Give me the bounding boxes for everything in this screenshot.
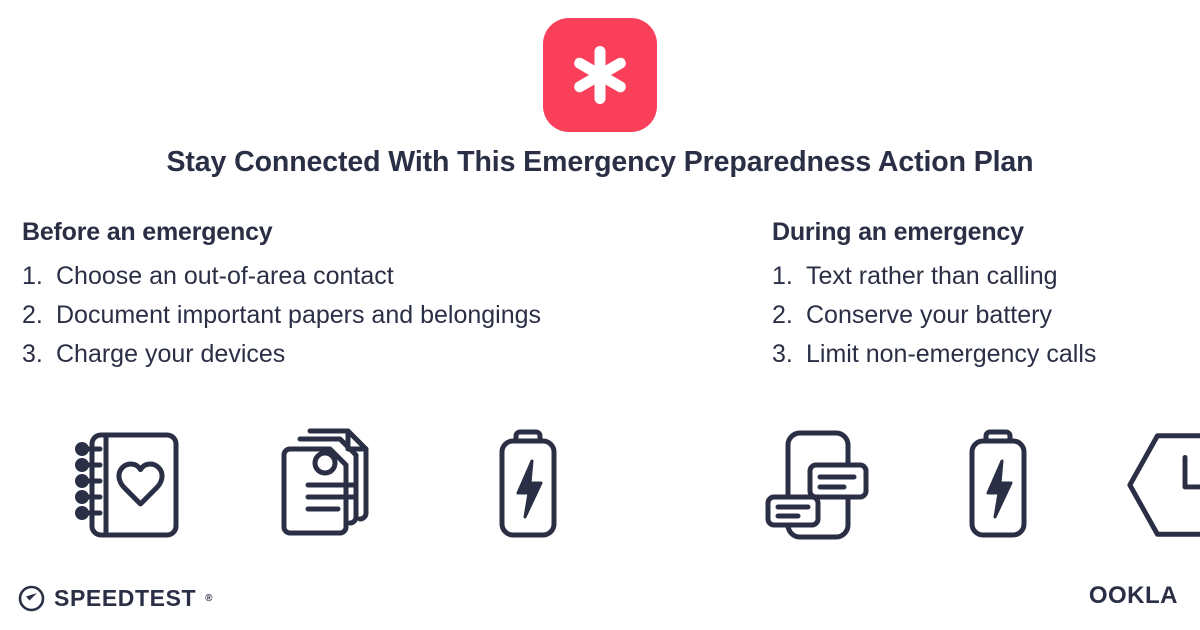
asterisk-icon xyxy=(569,44,631,106)
list-before-emergency xyxy=(22,257,750,374)
list-item-label: Document important papers and belongings xyxy=(56,301,542,329)
column-during-emergency xyxy=(750,218,1200,374)
phone-message-icon xyxy=(752,423,876,547)
list-item xyxy=(22,296,750,335)
icon-cell xyxy=(70,420,194,550)
column-heading-during: During an emergency xyxy=(772,218,1024,246)
speedtest-gauge-icon xyxy=(18,585,45,612)
list-during-emergency xyxy=(772,257,1200,374)
list-item xyxy=(772,296,1200,335)
speedtest-trademark: ® xyxy=(205,593,213,604)
list-item-label: Choose an out-of-area contact xyxy=(56,262,394,290)
list-item-number: 1. xyxy=(22,262,43,290)
icon-row-before xyxy=(70,420,530,550)
list-item-number: 3. xyxy=(772,340,793,368)
column-before-emergency xyxy=(0,218,750,374)
clock-hexagon-icon xyxy=(1120,423,1200,547)
battery-charge-icon xyxy=(466,423,590,547)
page-title: Stay Connected With This Emergency Preparedness Action Plan xyxy=(166,146,1034,178)
list-item-label: Conserve your battery xyxy=(806,301,1052,329)
ookla-wordmark: OOKLA xyxy=(1088,582,1178,609)
speedtest-badge xyxy=(543,18,657,132)
ookla-logo xyxy=(1089,582,1178,610)
list-item-number: 1. xyxy=(772,262,793,290)
list-item xyxy=(772,335,1200,374)
icon-cell xyxy=(1120,420,1200,550)
list-item-label: Limit non-emergency calls xyxy=(806,340,1097,368)
list-item xyxy=(772,257,1200,296)
icon-cell xyxy=(466,420,590,550)
column-heading-before: Before an emergency xyxy=(22,218,273,246)
icon-cell xyxy=(752,420,876,550)
documents-stack-icon xyxy=(268,423,392,547)
icon-cell xyxy=(936,420,1060,550)
icon-cell xyxy=(268,420,392,550)
list-item-label: Text rather than calling xyxy=(806,262,1058,290)
notebook-heart-icon xyxy=(70,423,194,547)
speedtest-wordmark: SPEEDTEST xyxy=(54,585,197,611)
list-item-number: 2. xyxy=(22,301,43,329)
list-item-label: Charge your devices xyxy=(56,340,286,368)
battery-charge-icon xyxy=(936,423,1060,547)
list-item-number: 3. xyxy=(22,340,43,368)
list-item xyxy=(22,335,750,374)
speedtest-logo xyxy=(18,585,213,612)
icon-row-during xyxy=(752,420,1182,550)
list-item-number: 2. xyxy=(772,301,793,329)
list-item xyxy=(22,257,750,296)
columns-container xyxy=(0,218,1200,374)
brand-badge-container xyxy=(0,18,1200,132)
